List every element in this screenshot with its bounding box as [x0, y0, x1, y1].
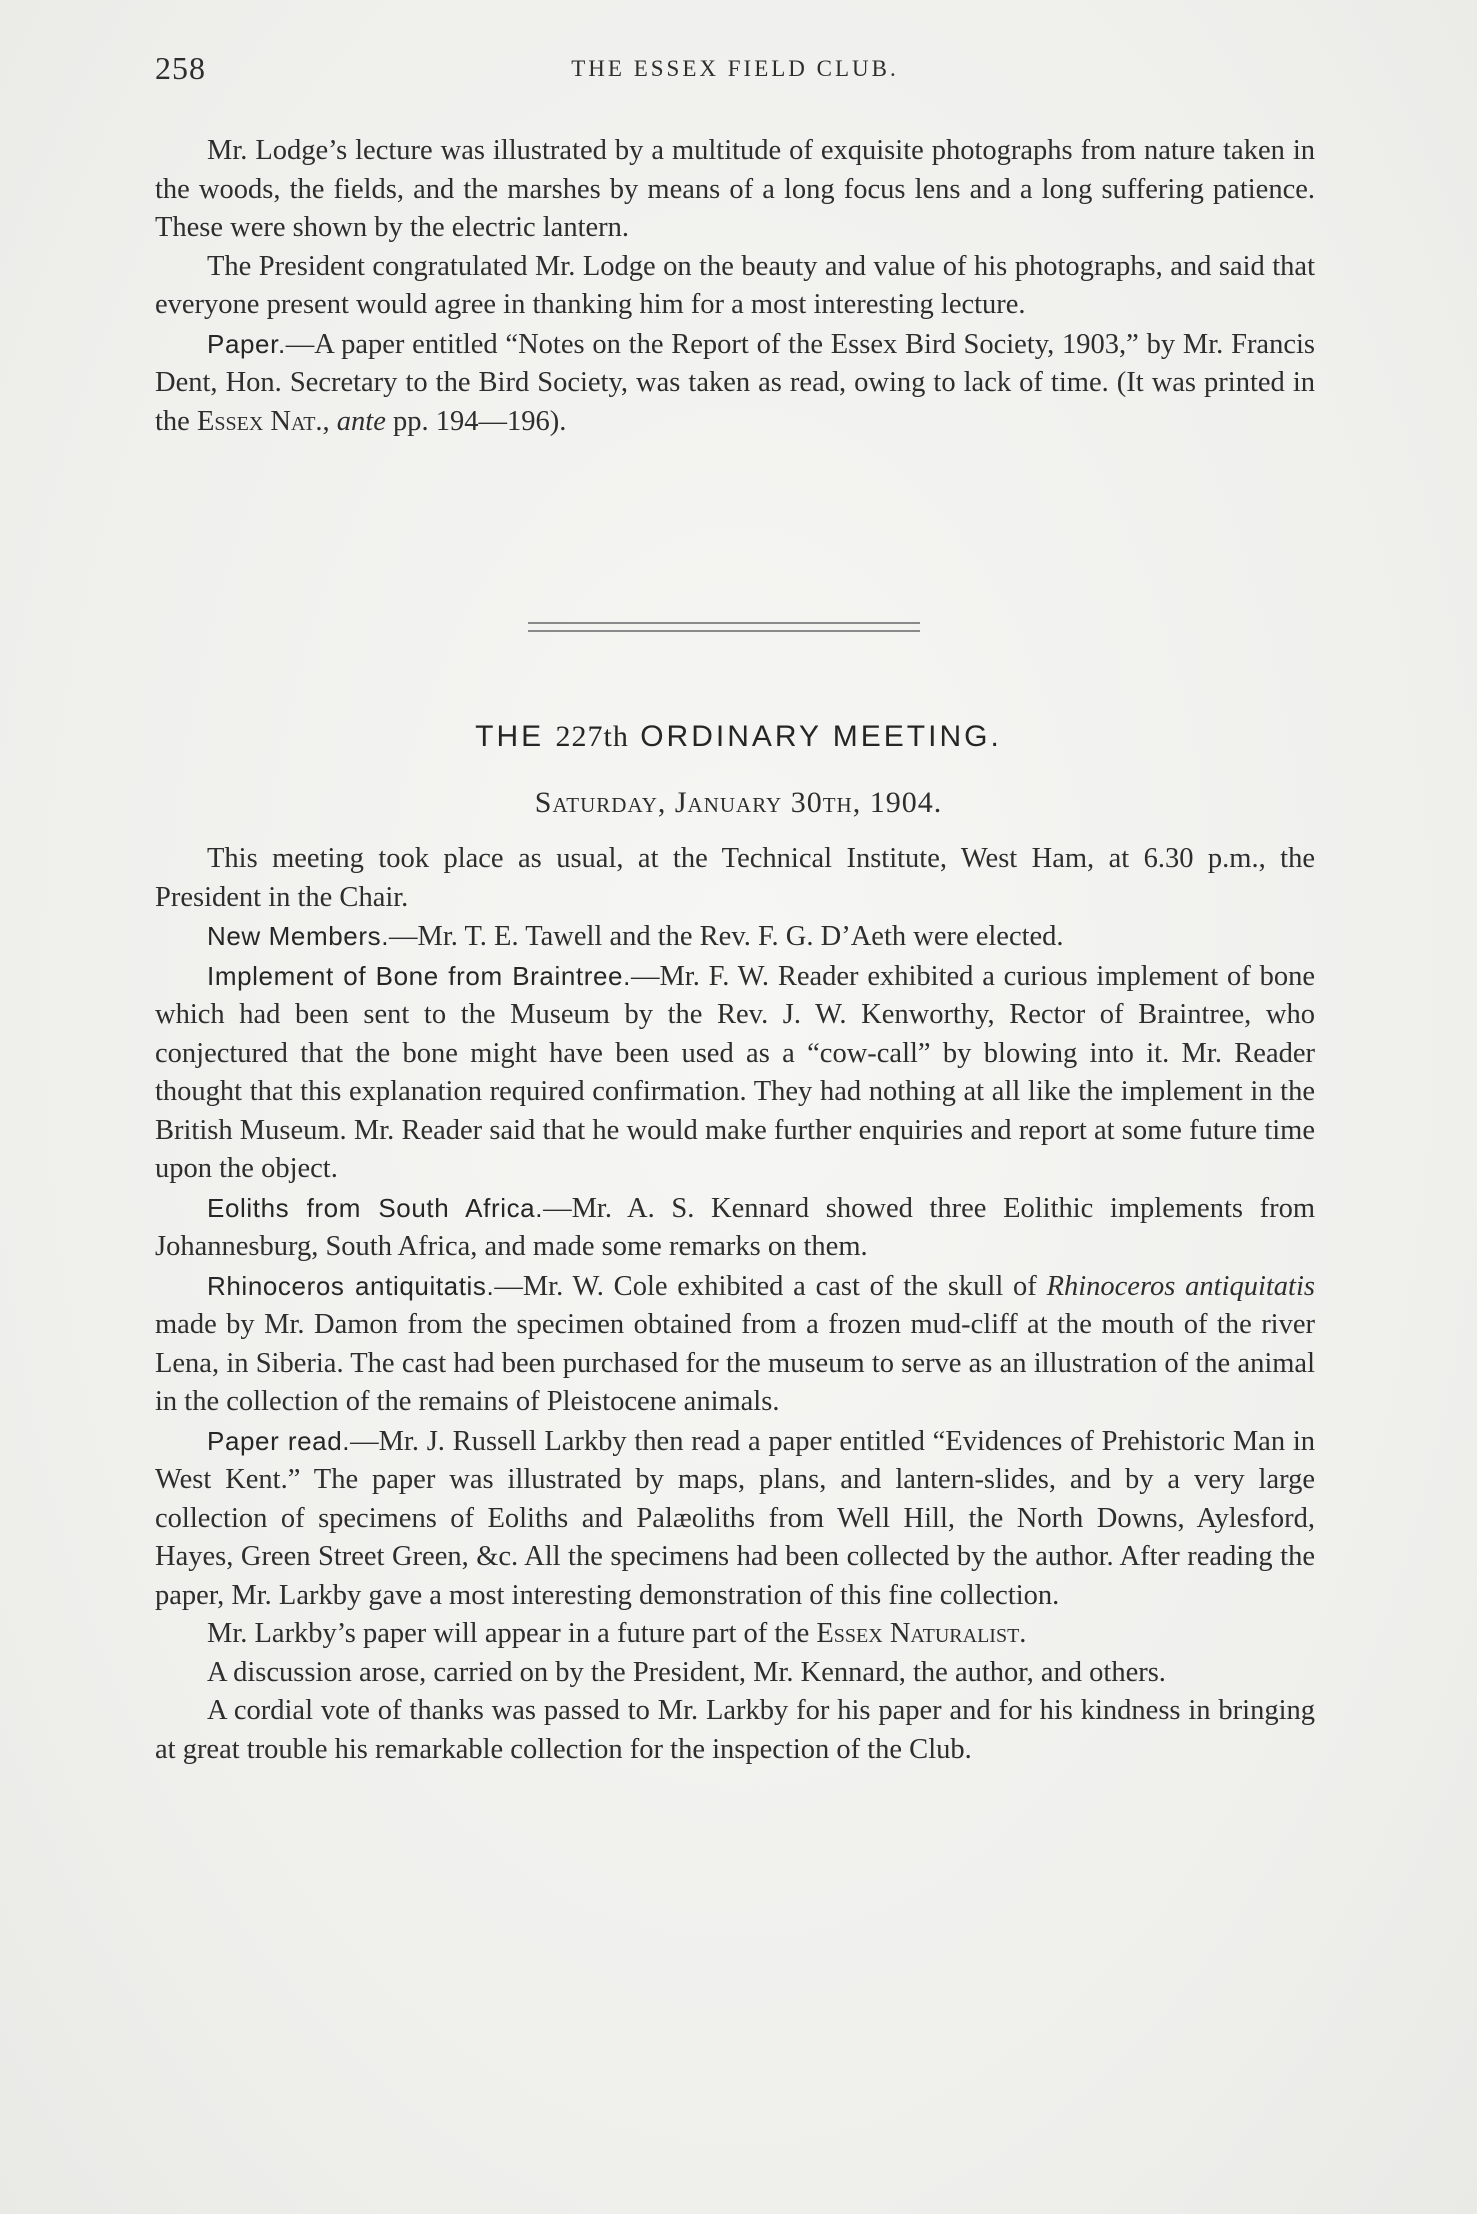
meeting-ordinal: 227th — [555, 720, 629, 753]
running-head: THE ESSEX FIELD CLUB. — [571, 56, 899, 81]
paragraph-text: —Mr. A. S. Kennard showed three Eolithic implements from Johannesburg, South Africa, and made some remarks on them. — [155, 1192, 1315, 1262]
paragraph-paper-read — [155, 1422, 1315, 1616]
paragraph-heading: Implement of Bone from Braintree. — [207, 960, 631, 991]
paragraph-new-members — [155, 917, 1315, 957]
italic-term: ante — [336, 405, 386, 437]
paragraph-text: pp. 194—196). — [385, 405, 567, 437]
paragraph-rhinoceros — [155, 1267, 1315, 1422]
paragraph-text: —Mr. F. W. Reader exhibited a curious implement of bone which had been sent to the Museum by the Rev. J. W. Kenworthy, Rector of Braintree, who conjectured that the bone might have been used as a “cow-call” by blowing into it. Mr. Reader thought that this explanation required confirmation. They had nothing at all like the implement in the British Museum. Mr. Reader said that he would make further enquiries and report at some future time upon the object. — [155, 960, 1315, 1184]
paragraph-lodge-lecture: Mr. Lodge’s lecture was illustrated by a multitude of exquisite photographs from nature taken in the woods, the fields, and the marshes by means of a long focus lens and a long suffering patience. These were shown by the electric lantern. — [155, 135, 1315, 243]
paragraph-larkby-paper — [155, 1615, 1315, 1654]
page-header — [155, 48, 1315, 88]
meeting-minutes-section — [155, 840, 1315, 1769]
italic-species-name: Rhinoceros antiquitatis — [1046, 1270, 1315, 1302]
paragraph-meeting-place: This meeting took place as usual, at the Technical Institute, West Ham, at 6.30 p.m., the President in the Chair. — [155, 843, 1315, 913]
paragraph-text: —Mr. W. Cole exhibited a cast of the skull of — [494, 1270, 1047, 1302]
paragraph-heading: Eoliths from South Africa. — [207, 1192, 544, 1223]
paragraph-text: —Mr. T. E. Tawell and the Rev. F. G. D’Aeth were elected. — [389, 921, 1064, 952]
paragraph-president-thanks: The President congratulated Mr. Lodge on the beauty and value of his photographs, and said that everyone present would agree in thanking him for a most interesting lecture. — [155, 250, 1315, 320]
paragraph-heading: Paper read. — [207, 1425, 351, 1456]
paragraph-text: made by Mr. Damon from the specimen obtained from a frozen mud-cliff at the mouth of the river Lena, in Siberia. The cast had been purchased for the museum to serve as an illustration of the animal in the collection of the remains of Pleistocene animals. — [155, 1309, 1315, 1417]
paragraph-eoliths — [155, 1189, 1315, 1267]
paragraph-text: —Mr. J. Russell Larkby then read a paper entitled “Evidences of Prehistoric Man in West Kent.” The paper was illustrated by maps, plans, and lantern-slides, and by a very large collection of specimens of Eoliths and Palæoliths from Well Hill, the North Downs, Aylesford, Hayes, Green Street Green, &c. All the specimens had been collected by the author. After reading the paper, Mr. Larkby gave a most interesting demonstration of this fine collection. — [155, 1425, 1315, 1611]
paragraph-vote-of-thanks: A cordial vote of thanks was passed to Mr. Larkby for his paper and for his kindness in bringing at great trouble his remarkable collection for the inspection of the Club. — [155, 1695, 1315, 1765]
meeting-title-part: ORDINARY MEETING. — [628, 720, 1002, 753]
paragraph-heading: New Members. — [207, 921, 390, 951]
meeting-title — [0, 720, 1477, 754]
section-divider — [528, 622, 920, 632]
journal-name: Essex Naturalist. — [816, 1618, 1027, 1649]
paragraph-bone-implement — [155, 957, 1315, 1189]
meeting-title-part: THE — [475, 720, 556, 753]
journal-name: Essex Nat. — [196, 405, 323, 437]
previous-meeting-section — [155, 132, 1315, 441]
paragraph-heading: Rhinoceros antiquitatis. — [207, 1270, 495, 1301]
paragraph-text: Mr. Larkby’s paper will appear in a future part of the — [207, 1618, 817, 1649]
paragraph-text: , — [322, 405, 337, 437]
paragraph-bird-society-paper — [155, 325, 1315, 442]
paragraph-heading: Paper. — [207, 328, 286, 359]
page-number: 258 — [155, 50, 206, 86]
paragraph-text: —A paper entitled “Notes on the Report of the Essex Bird Society, 1903,” by Mr. Francis Dent, Hon. Secretary to the Bird Society, was taken as read, owing to lack of time. (It was printed in the — [155, 328, 1315, 437]
paragraph-discussion: A discussion arose, carried on by the President, Mr. Kennard, the author, and others. — [207, 1656, 1166, 1688]
meeting-date: Saturday, January 30th, 1904. — [534, 786, 943, 819]
